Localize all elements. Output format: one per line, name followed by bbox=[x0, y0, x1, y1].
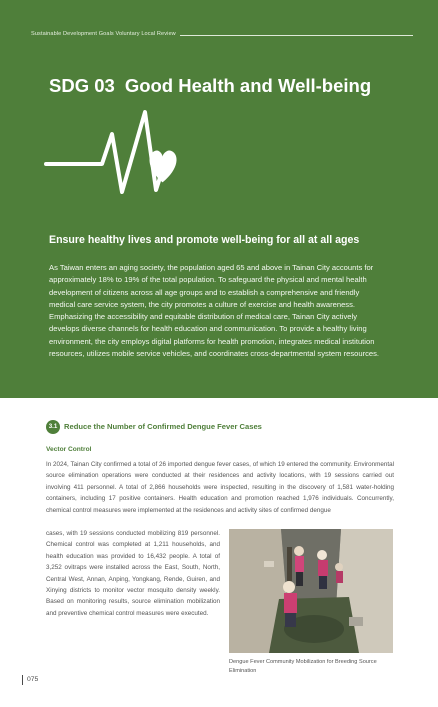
goal-intro: As Taiwan enters an aging society, the population aged 65 and above in Tainan City accounts for approximately 18% to 19% of the total population. To safeguard the physical and mental health development of citizens across all age groups and to establish a comprehensive and friendly medical care service system, the city promotes a culture of exercise and health awareness. Emphasizing the accessibility and equitable distribution of medical care, Tainan City actively develops diverse channels for health education and communication. To provide a healthy living environment, the city employs digital platforms for health promotion, integrates medical institution resources, utilizes mobile service vehicles, and coordinates cross-departmental system resources. bbox=[49, 263, 380, 359]
section-heading bbox=[46, 419, 262, 434]
goal-number: SDG 03 bbox=[49, 75, 115, 96]
goal-name: Good Health and Well-being bbox=[124, 75, 372, 96]
header-rule bbox=[180, 35, 413, 36]
goal-heading: Ensure healthy lives and promote well-being for all at all ages bbox=[49, 234, 360, 246]
community-mobilization-photo bbox=[229, 529, 393, 653]
photo-caption: Dengue Fever Community Mobilization for Breeding Source Elimination bbox=[229, 659, 377, 674]
heartbeat-heart-icon bbox=[42, 104, 187, 214]
body-paragraph-1: In 2024, Tainan City confirmed a total of 26 imported dengue fever cases, of which 19 entered the community. Environmental source elimination operations were conducted at their residences and activity locations, with 19 sessions carried out involving 411 personnel. A total of 2,866 households were inspected, resulting in the discovery of 1,581 water-holding containers, including 17 positive containers. Health education and promotion reached 1,976 individuals. Concurrently, chemical control measures were implemented at the residences and activity sites of confirmed dengue bbox=[46, 461, 394, 514]
body-paragraph-2: cases, with 19 sessions conducted mobilizing 819 personnel. Chemical control was completed at 1,211 households, and health education was provided to 16,432 people. A total of 3,252 ovitraps were installed across the East, South, North, Central West, Annan, Anping, Yongkang, Rende, Guiren, and Xinying districts to monitor vector mosquito density weekly. Based on monitoring results, source elimination mobilization and preventive chemical control measures were executed. bbox=[46, 530, 220, 617]
folio-bar bbox=[22, 675, 23, 685]
page-number: 075 bbox=[27, 676, 39, 683]
section-number-badge: 3.1 bbox=[46, 420, 60, 434]
section-title: Reduce the Number of Confirmed Dengue Fever Cases bbox=[64, 422, 262, 431]
running-head: Sustainable Development Goals Voluntary Local Review bbox=[31, 31, 176, 37]
subheading: Vector Control bbox=[46, 446, 92, 453]
goal-title bbox=[49, 75, 371, 97]
